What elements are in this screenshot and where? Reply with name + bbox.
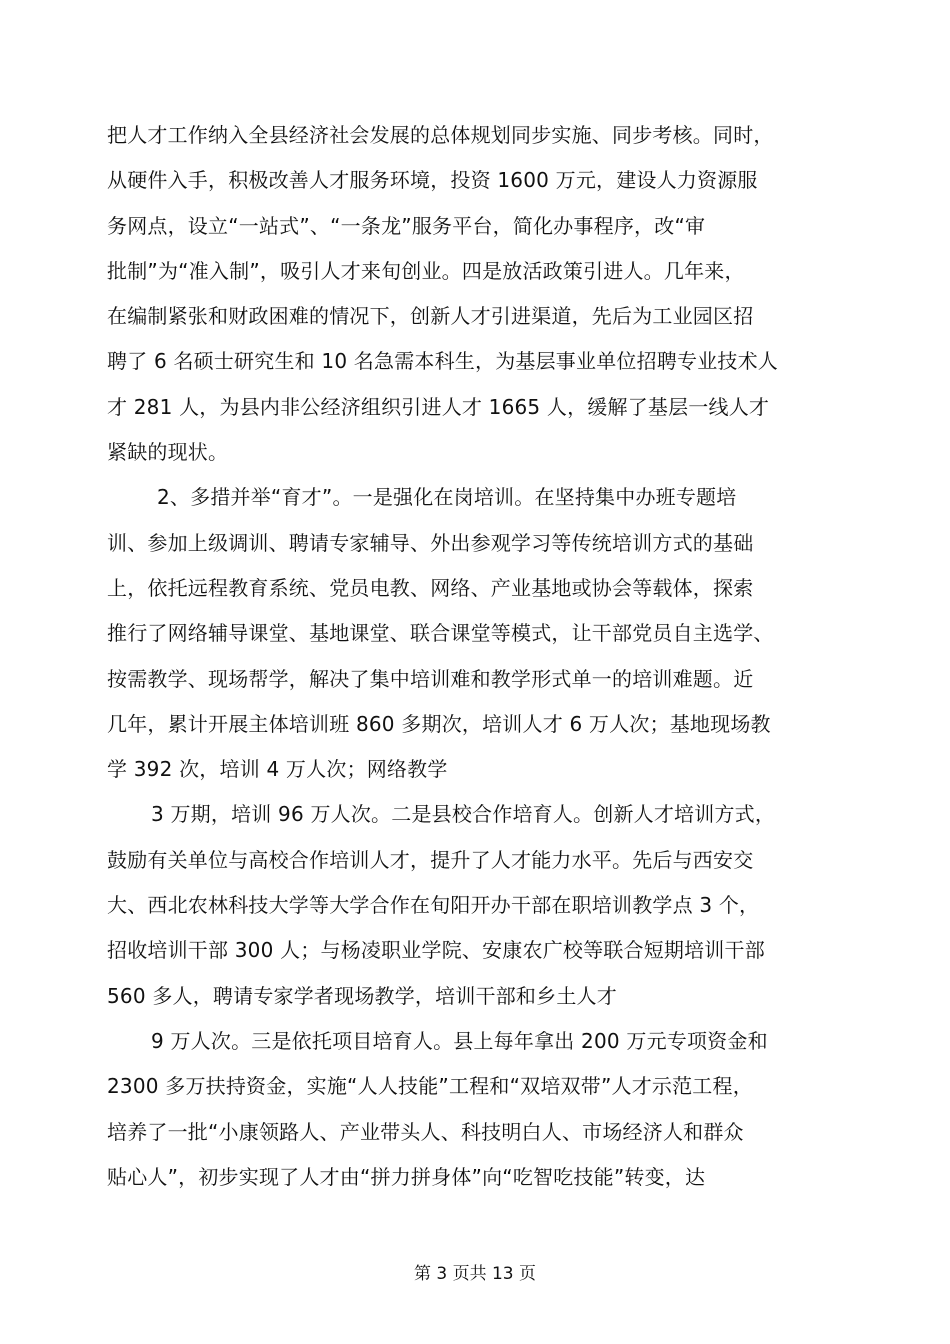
text-line: 在编制紧张和财政困难的情况下，创新人才引进渠道，先后为工业园区招 [107, 304, 754, 329]
text-line: 几年，累计开展主体培训班 860 多期次，培训人才 6 万人次；基地现场教 [107, 711, 771, 736]
text-line: 务网点，设立“一站式”、“一条龙”服务平台，简化办事程序，改“审 [107, 213, 706, 238]
text-line: 从硬件入手，积极改善人才服务环境，投资 1600 万元，建设人力资源服 [107, 168, 758, 193]
paragraph-start-line: 9 万人次。三是依托项目培育人。县上每年拿出 200 万元专项资金和 [151, 1028, 768, 1053]
text-line: 紧缺的现状。 [107, 440, 229, 465]
text-line: 学 392 次，培训 4 万人次；网络教学 [107, 757, 448, 782]
text-line: 招收培训干部 300 人；与杨凌职业学院、安康农广校等联合短期培训干部 [107, 938, 765, 963]
text-line: 推行了网络辅导课堂、基地课堂、联合课堂等模式，让干部党员自主选学、 [107, 621, 774, 646]
text-line: 鼓励有关单位与高校合作培训人才，提升了人才能力水平。先后与西安交 [107, 847, 754, 872]
text-line: 上，依托远程教育系统、党员电教、网络、产业基地或协会等载体，探索 [107, 575, 754, 600]
text-line: 培养了一批“小康领路人、产业带头人、科技明白人、市场经济人和群众 [107, 1119, 744, 1144]
text-line: 大、西北农林科技大学等大学合作在旬阳开办干部在职培训教学点 3 个， [107, 893, 760, 918]
text-line: 才 281 人，为县内非公经济组织引进人才 1665 人，缓解了基层一线人才 [107, 394, 770, 419]
text-line: 2300 多万扶持资金，实施“人人技能”工程和“双培双带”人才示范工程， [107, 1074, 753, 1099]
text-line: 贴心人”，初步实现了人才由“拼力拼身体”向“吃智吃技能”转变，达 [107, 1164, 706, 1189]
text-line: 聘了 6 名硕士研究生和 10 名急需本科生，为基层事业单位招聘专业技术人 [107, 349, 779, 374]
text-line: 560 多人，聘请专家学者现场教学，培训干部和乡土人才 [107, 983, 617, 1008]
text-line: 训、参加上级调训、聘请专家辅导、外出参观学习等传统培训方式的基础 [107, 530, 754, 555]
paragraph-start-line: 2、多措并举“育才”。一是强化在岗培训。在坚持集中办班专题培 [157, 485, 737, 510]
text-line: 按需教学、现场帮学，解决了集中培训难和教学形式单一的培训难题。近 [107, 666, 754, 691]
page-number-footer: 第 3 页共 13 页 [413, 1264, 537, 1284]
text-line: 把人才工作纳入全县经济社会发展的总体规划同步实施、同步考核。同时， [107, 123, 774, 147]
document-body [107, 113, 847, 1200]
text-line: 批制”为“准入制”，吸引人才来旬创业。四是放活政策引进人。几年来， [107, 258, 745, 283]
paragraph-start-line: 3 万期，培训 96 万人次。二是县校合作培育人。创新人才培训方式， [151, 802, 776, 827]
